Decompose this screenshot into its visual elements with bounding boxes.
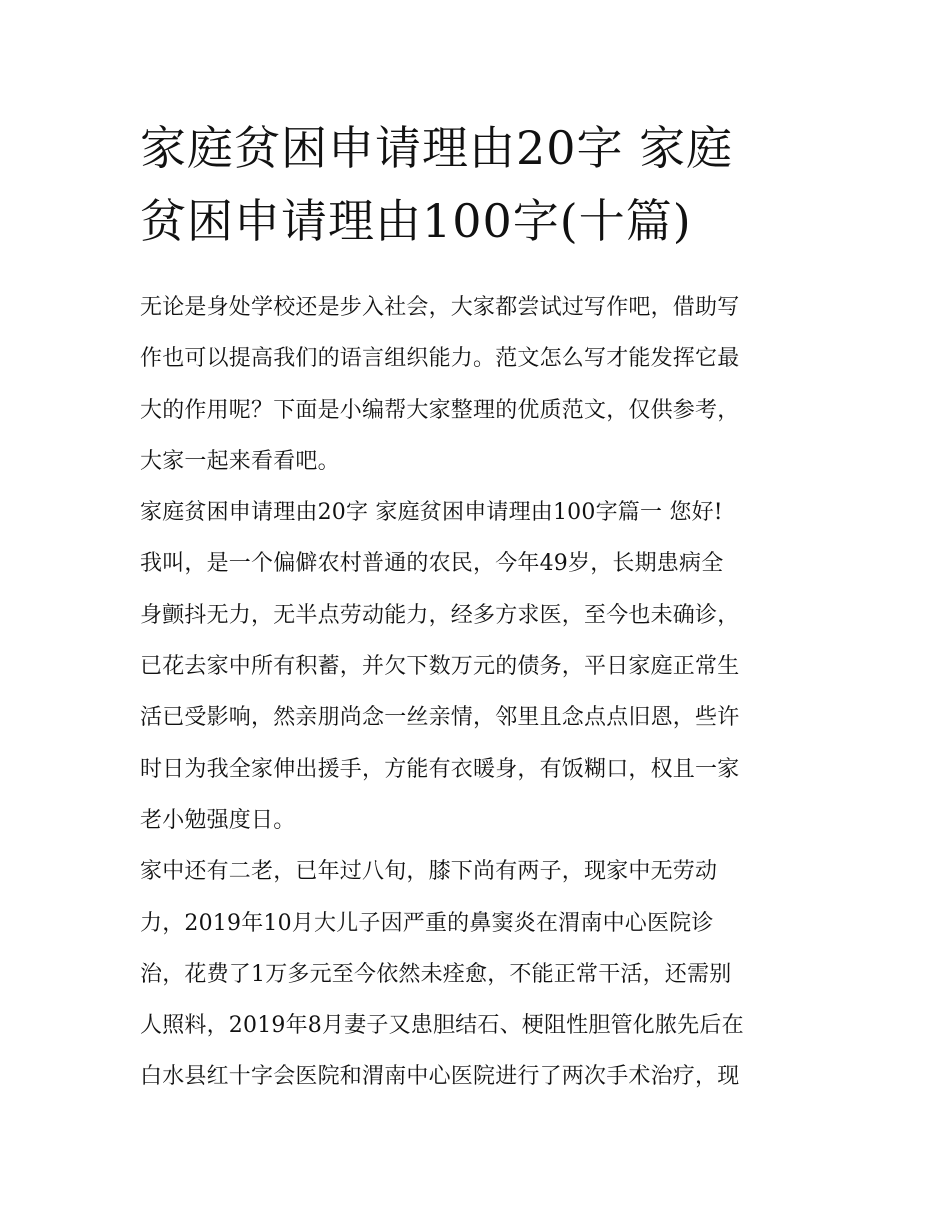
text-line: 时日为我全家伸出援手，方能有衣暖身，有饭糊口，权且一家 xyxy=(140,756,740,782)
text-line: 作也可以提高我们的语言组织能力。范文怎么写才能发挥它最 xyxy=(140,346,740,372)
paragraph-family xyxy=(140,846,820,1102)
text-line: 治，花费了1万多元至今依然未痊愈，不能正常干活，还需别 xyxy=(140,961,732,987)
text-line: 家中还有二老，已年过八旬，膝下尚有两子，现家中无劳动 xyxy=(140,859,718,885)
text-line: 身颤抖无力，无半点劳动能力，经多方求医，至今也未确诊， xyxy=(140,602,740,628)
text-line: 大的作用呢？下面是小编帮大家整理的优质范文，仅供参考， xyxy=(140,397,740,423)
text-line: 力，2019年10月大儿子因严重的鼻窦炎在渭南中心医院诊 xyxy=(140,910,714,936)
text-line: 无论是身处学校还是步入社会，大家都尝试过写作吧，借助写 xyxy=(140,295,740,320)
title-line-1: 家庭贫困申请理由20字 家庭 xyxy=(140,121,734,175)
text-line: 我叫，是一个偏僻农村普通的农民，今年49岁，长期患病全 xyxy=(140,551,724,577)
text-line: 白水县红十字会医院和渭南中心医院进行了两次手术治疗，现 xyxy=(140,1064,740,1090)
text-line: 人照料，2019年8月妻子又患胆结石、梗阻性胆管化脓先后在 xyxy=(140,1013,744,1039)
title-line-2: 贫困申请理由100字(十篇) xyxy=(140,194,692,248)
text-line: 老小勉强度日。 xyxy=(140,807,296,833)
paragraph-intro xyxy=(140,282,820,487)
text-line: 大家一起来看看吧。 xyxy=(140,448,340,474)
text-line: 已花去家中所有积蓄，并欠下数万元的债务，平日家庭正常生 xyxy=(140,654,740,680)
document-title xyxy=(140,112,820,258)
text-line: 家庭贫困申请理由20字 家庭贫困申请理由100字篇一 您好! xyxy=(140,500,723,526)
text-line: 活已受影响，然亲朋尚念一丝亲情，邻里且念点点旧恩，些许 xyxy=(140,705,740,731)
document-body xyxy=(140,282,820,1103)
paragraph-article-one xyxy=(140,487,820,846)
